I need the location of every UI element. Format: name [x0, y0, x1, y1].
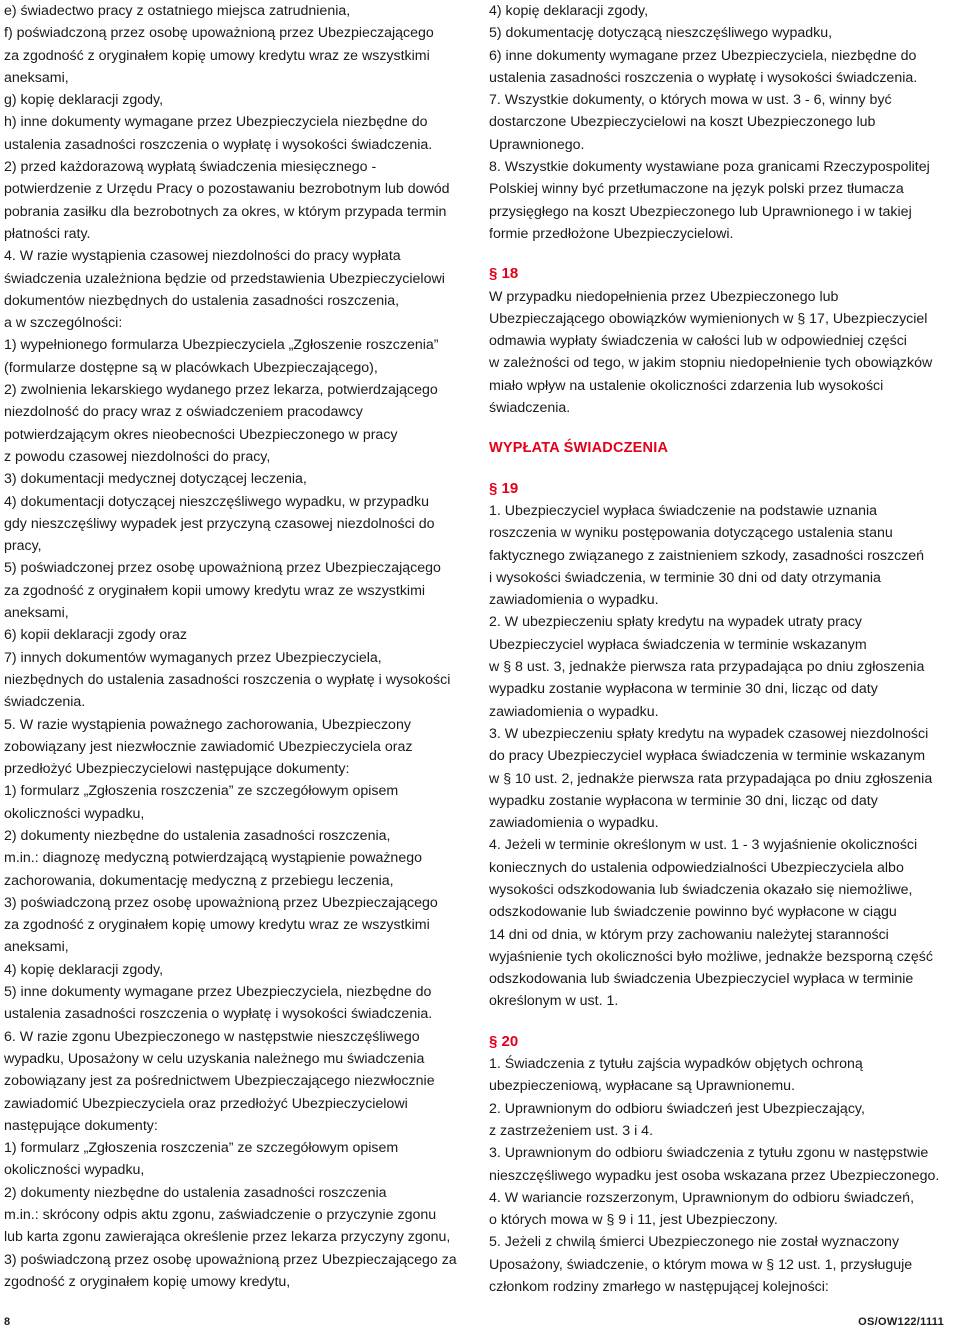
text-line: 1) formularz „Zgłoszenia roszczenia” ze szczegółowym opisem: [4, 783, 399, 800]
text-line: wypadku zostanie wypłacona w terminie 30 dni, licząc od daty: [489, 792, 878, 809]
text-line: 2. W ubezpieczeniu spłaty kredytu na wypadek utraty pracy: [489, 614, 863, 631]
text-line: 1) formularz „Zgłoszenia roszczenia” ze szczegółowym opisem: [4, 1140, 399, 1157]
section-18-body: [489, 286, 957, 420]
text-line: 6) inne dokumenty wymagane przez Ubezpieczyciela, niezbędne do: [489, 47, 917, 64]
text-line: niezbędnych do ustalenia zasadności roszczenia o wypłatę i wysokości: [4, 671, 451, 688]
text-line: wyjaśnienie tych okoliczności było możliwe, jednakże bezsporną część: [489, 948, 933, 965]
text-line: potwierdzenie z Urzędu Pracy o pozostawaniu bezrobotnym lub dowód: [4, 181, 450, 198]
text-line: za zgodność z oryginałem kopii umowy kredytu wraz ze wszystkimi: [4, 582, 426, 599]
text-line: o których mowa w § 9 i 11, jest Ubezpieczony.: [489, 1212, 778, 1229]
text-line: 5. Jeżeli z chwilą śmierci Ubezpieczonego nie został wyznaczony: [489, 1234, 900, 1251]
text-line: ustalenia zasadności roszczenia o wypłatę i wysokości świadczenia.: [4, 136, 433, 153]
text-line: 1. Ubezpieczyciel wypłaca świadczenie na podstawie uznania: [489, 502, 878, 519]
text-line: 2) dokumenty niezbędne do ustalenia zasadności roszczenia,: [4, 827, 391, 844]
text-line: 7. Wszystkie dokumenty, o których mowa w ust. 3 - 6, winny być: [489, 92, 892, 109]
text-line: 3. W ubezpieczeniu spłaty kredytu na wypadek czasowej niezdolności: [489, 725, 929, 742]
text-line: niezdolność do pracy wraz z oświadczeniem pracodawcy: [4, 404, 363, 421]
text-line: h) inne dokumenty wymagane przez Ubezpieczyciela niezbędne do: [4, 114, 428, 131]
section-19-body: [489, 500, 957, 1013]
text-line: Polskiej winny być przetłumaczone na język polski przez tłumacza: [489, 181, 904, 198]
text-line: W przypadku niedopełnienia przez Ubezpieczonego lub: [489, 288, 839, 305]
text-line: pobrania zasiłku dla bezrobotnych za okres, w którym przypada termin: [4, 203, 447, 220]
section-20-body: [489, 1053, 957, 1298]
text-line: odszkodowania lub świadczenia Ubezpieczyciel wypłaca w terminie: [489, 971, 914, 988]
text-line: lub karta zgonu zawierająca określenie przez lekarza przyczyny zgonu,: [4, 1229, 451, 1246]
text-line: i wysokości świadczenia, w terminie 30 dni od daty otrzymania: [489, 569, 881, 586]
text-line: dostarczone Ubezpieczycielowi na koszt Ubezpieczonego lub: [489, 114, 876, 131]
text-line: wysokości odszkodowania lub świadczenia okazało się niemożliwe,: [489, 881, 913, 898]
left-column: [4, 0, 474, 1293]
text-line: 1) wypełnionego formularza Ubezpieczyciela „Zgłoszenie roszczenia”: [4, 337, 439, 354]
text-line: m.in.: skrócony odpis aktu zgonu, zaświadczenie o przyczynie zgonu: [4, 1207, 437, 1224]
right-column: [489, 0, 957, 1298]
text-line: g) kopię deklaracji zgody,: [4, 92, 164, 109]
text-line: z powodu czasowej niezdolności do pracy,: [4, 448, 271, 465]
section-19-title: § 19: [489, 479, 519, 497]
text-line: zawiadomienia o wypadku.: [489, 592, 659, 609]
text-line: 6. W razie zgonu Ubezpieczonego w następstwie nieszczęśliwego: [4, 1028, 420, 1045]
text-line: świadczenia uzależniona będzie od przedstawienia Ubezpieczycielowi: [4, 270, 445, 287]
text-line: potwierdzającym okres nieobecności Ubezpieczonego w pracy: [4, 426, 398, 443]
text-line: zobowiązany jest za pośrednictwem Ubezpieczającego niezwłocznie: [4, 1073, 435, 1090]
section-20-title: § 20: [489, 1032, 519, 1050]
text-line: zobowiązany jest niezwłocznie zawiadomić Ubezpieczyciela oraz: [4, 738, 413, 755]
text-line: 14 dni od dnia, w którym przy zachowaniu należytej staranności: [489, 926, 889, 943]
text-line: 3) dokumentacji medycznej dotyczącej leczenia,: [4, 471, 307, 488]
text-line: przedłożyć Ubezpieczycielowi następujące dokumenty:: [4, 761, 350, 778]
text-line: zawiadomić Ubezpieczyciela oraz przedłożyć Ubezpieczycielowi: [4, 1095, 408, 1112]
text-line: 4) dokumentacji dotyczącej nieszczęśliwego wypadku, w przypadku: [4, 493, 430, 510]
document-code: OS/OW122/1111: [858, 1316, 944, 1328]
text-line: 4) kopię deklaracji zgody,: [4, 961, 164, 978]
text-line: 6) kopii deklaracji zgody oraz: [4, 627, 187, 644]
text-line: płatności raty.: [4, 225, 91, 242]
text-line: zawiadomienia o wypadku.: [489, 703, 659, 720]
text-line: zachorowania, dokumentację medyczną z przebiegu leczenia,: [4, 872, 394, 889]
text-line: Ubezpieczającego obowiązków wymienionych w § 17, Ubezpieczyciel: [489, 310, 928, 327]
heading-payout: WYPŁATA ŚWIADCZENIA: [489, 440, 669, 457]
text-line: wypadku zostanie wypłacona w terminie 30 dni, licząc od daty: [489, 681, 878, 698]
text-line: 8. Wszystkie dokumenty wystawiane poza granicami Rzeczypospolitej: [489, 159, 930, 176]
text-line: Ubezpieczyciel wypłaca świadczenia w terminie wskazanym: [489, 636, 867, 653]
text-line: Uposażony, świadczenie, o którym mowa w § 12 ust. 1, przysługuje: [489, 1256, 913, 1273]
text-line: odszkodowanie lub świadczenie powinno być wypłacone w ciągu: [489, 904, 897, 921]
text-line: koniecznych do ustalenia odpowiedzialności Ubezpieczyciela albo: [489, 859, 904, 876]
text-line: roszczenia w wyniku postępowania dotyczącego ustalenia stanu: [489, 525, 893, 542]
text-line: 5) dokumentację dotyczącą nieszczęśliwego wypadku,: [489, 25, 833, 42]
text-line: ustalenia zasadności roszczenia o wypłatę i wysokości świadczenia.: [489, 69, 918, 86]
text-line: e) świadectwo pracy z ostatniego miejsca zatrudnienia,: [4, 3, 351, 19]
text-line: faktycznego związanego z zaistnieniem szkody, zasadności roszczeń: [489, 547, 925, 564]
text-line: w § 10 ust. 2, jednakże pierwsza rata przypadająca po dniu zgłoszenia: [489, 770, 933, 787]
text-line: ubezpieczeniową, wypłacane są Uprawnionemu.: [489, 1078, 795, 1095]
text-line: 4. Jeżeli w terminie określonym w ust. 1 - 3 wyjaśnienie okoliczności: [489, 837, 918, 854]
text-line: f) poświadczoną przez osobę upoważnioną przez Ubezpieczającego: [4, 25, 434, 42]
text-line: 3) poświadczoną przez osobę upoważnioną przez Ubezpieczającego za: [4, 1251, 457, 1268]
text-line: gdy nieszczęśliwy wypadek jest przyczyną czasowej niezdolności do: [4, 515, 435, 532]
text-line: Uprawnionego.: [489, 136, 585, 153]
text-line: 3) poświadczoną przez osobę upoważnioną przez Ubezpieczającego: [4, 894, 438, 911]
text-line: 5) poświadczonej przez osobę upoważnioną przez Ubezpieczającego: [4, 560, 441, 577]
text-line: miało wpływ na ustalenie okoliczności zdarzenia lub wysokości: [489, 377, 884, 394]
text-line: świadczenia.: [489, 400, 571, 417]
text-line: następujące dokumenty:: [4, 1117, 158, 1134]
text-line: aneksami,: [4, 69, 69, 86]
text-line: 2) przed każdorazową wypłatą świadczenia miesięcznego -: [4, 159, 377, 176]
text-line: z zastrzeżeniem ust. 3 i 4.: [489, 1122, 654, 1139]
text-line: 4. W razie wystąpienia czasowej niezdolności do pracy wypłata: [4, 248, 401, 265]
text-line: a w szczególności:: [4, 315, 123, 332]
text-line: w zależności od tego, w jakim stopniu niedopełnienie tych obowiązków: [489, 355, 933, 372]
text-line: 5. W razie wystąpienia poważnego zachorowania, Ubezpieczony: [4, 716, 411, 733]
text-line: członkom rodziny zmarłego w następującej kolejności:: [489, 1279, 829, 1296]
text-line: wypadku, Uposażony w celu uzyskania należnego mu świadczenia: [4, 1050, 425, 1067]
text-line: pracy,: [4, 538, 42, 555]
section-18-title: § 18: [489, 265, 519, 283]
text-line: odmawia wypłaty świadczenia w całości lub w odpowiedniej części: [489, 333, 907, 350]
text-line: 2. Uprawnionym do odbioru świadczeń jest Ubezpieczający,: [489, 1100, 865, 1117]
text-line: okoliczności wypadku,: [4, 805, 145, 822]
text-line: zawiadomienia o wypadku.: [489, 815, 659, 832]
text-line: 2) zwolnienia lekarskiego wydanego przez lekarza, potwierdzającego: [4, 382, 438, 399]
text-line: nieszczęśliwego wypadku jest osoba wskazana przez Ubezpieczonego.: [489, 1167, 940, 1184]
page-number: 8: [4, 1316, 11, 1328]
text-line: 1. Świadczenia z tytułu zajścia wypadków objętych ochroną: [489, 1056, 863, 1073]
text-line: ustalenia zasadności roszczenia o wypłatę i wysokości świadczenia.: [4, 1006, 433, 1023]
text-line: dokumentów niezbędnych do ustalenia zasadności roszczenia,: [4, 292, 400, 309]
text-line: formie przedłożone Ubezpieczycielowi.: [489, 225, 734, 242]
text-line: do pracy Ubezpieczyciel wypłaca świadczenia w terminie wskazanym: [489, 748, 926, 765]
text-line: 5) inne dokumenty wymagane przez Ubezpieczyciela, niezbędne do: [4, 984, 432, 1001]
text-line: okoliczności wypadku,: [4, 1162, 145, 1179]
text-line: 4. W wariancie rozszerzonym, Uprawnionym do odbioru świadczeń,: [489, 1189, 915, 1206]
text-line: 4) kopię deklaracji zgody,: [489, 3, 649, 19]
text-line: m.in.: diagnozę medyczną potwierdzającą wystąpienie poważnego: [4, 850, 422, 867]
text-line: (formularze dostępne są w placówkach Ubezpieczającego),: [4, 359, 378, 376]
text-line: za zgodność z oryginałem kopię umowy kredytu wraz ze wszystkimi: [4, 47, 430, 64]
text-line: 3. Uprawnionym do odbioru świadczenia z tytułu zgonu w następstwie: [489, 1145, 929, 1162]
text-line: aneksami,: [4, 939, 69, 956]
text-line: określonym w ust. 1.: [489, 993, 619, 1010]
text-line: w § 8 ust. 3, jednakże pierwsza rata przypadająca po dniu zgłoszenia: [489, 659, 925, 676]
text-line: 7) innych dokumentów wymaganych przez Ubezpieczyciela,: [4, 649, 382, 666]
text-line: świadczenia.: [4, 694, 86, 711]
text-line: aneksami,: [4, 605, 69, 622]
text-line: zgodność z oryginałem kopię umowy kredytu,: [4, 1273, 291, 1290]
text-line: przysięgłego na koszt Ubezpieczonego lub Uprawnionego i w takiej: [489, 203, 912, 220]
text-line: za zgodność z oryginałem kopię umowy kredytu wraz ze wszystkimi: [4, 917, 430, 934]
right-top-block: [489, 0, 957, 245]
text-line: 2) dokumenty niezbędne do ustalenia zasadności roszczenia: [4, 1184, 387, 1201]
